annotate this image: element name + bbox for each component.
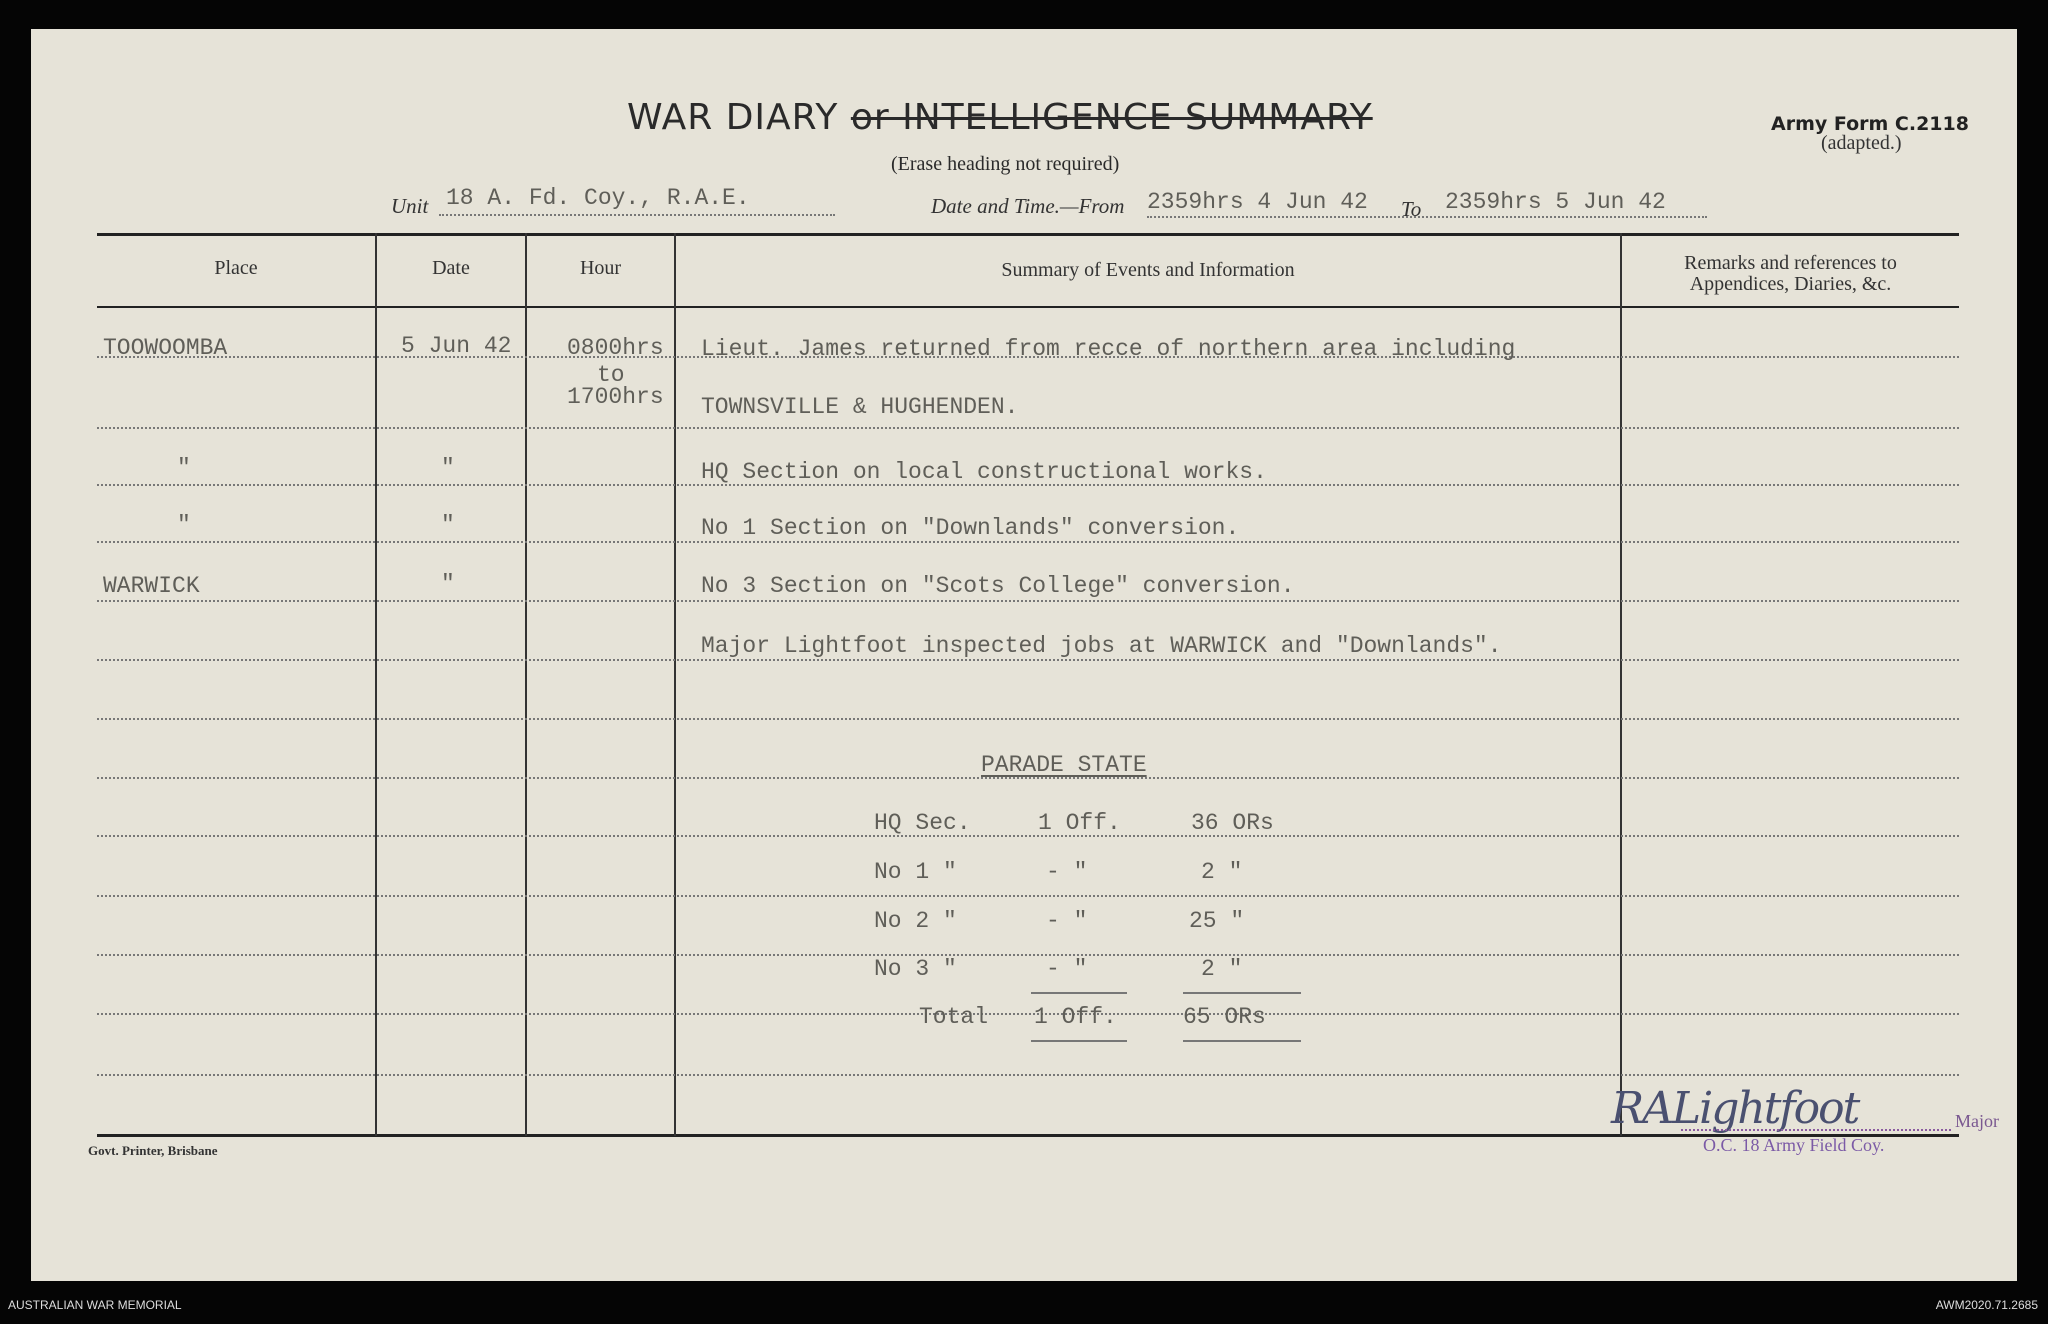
unit-value: 18 A. Fd. Coy., R.A.E.	[446, 185, 750, 211]
entry-date: "	[441, 571, 455, 597]
parade-ors: 2 "	[1201, 956, 1243, 982]
date-to: 2359hrs 5 Jun 42	[1445, 189, 1666, 215]
parade-section: No 2 "	[874, 908, 957, 934]
date-from: 2359hrs 4 Jun 42	[1147, 189, 1368, 215]
parade-off: 1 Off.	[1038, 810, 1121, 836]
parade-ors: 25 "	[1189, 908, 1245, 934]
date-label: Date and Time.—From	[931, 194, 1125, 218]
entry-date: "	[441, 455, 455, 481]
parade-total-label: Total	[919, 1004, 989, 1030]
title-struck: or INTELLIGENCE SUMMARY	[850, 97, 1373, 138]
parade-off: - "	[1046, 859, 1088, 885]
parade-section: HQ Sec.	[874, 810, 971, 836]
form-subtitle: (Erase heading not required)	[891, 153, 1120, 175]
parade-total-rule-ors	[1183, 992, 1301, 994]
entry-place: "	[177, 512, 191, 538]
signature: RALightfoot	[1611, 1083, 1859, 1134]
parade-section: No 1 "	[874, 859, 957, 885]
col-header-remarks-1: Remarks and references to	[1684, 252, 1897, 274]
row-rule	[97, 718, 1959, 720]
parade-off: - "	[1046, 908, 1088, 934]
parade-total-underline-off	[1031, 1040, 1127, 1042]
entry-hour-to-word: to	[597, 362, 625, 388]
to-label: To	[1401, 197, 1422, 221]
signature-rank: Major	[1955, 1111, 1999, 1131]
parade-total-underline-ors	[1183, 1040, 1301, 1042]
row-rule	[97, 1074, 1959, 1076]
entry-place: WARWICK	[103, 573, 200, 599]
col-header-date: Date	[432, 257, 470, 279]
signature-rule	[1681, 1129, 1951, 1131]
parade-total-ors: 65 ORs	[1183, 1004, 1266, 1030]
col-header-summary: Summary of Events and Information	[1001, 259, 1295, 281]
row-rule	[97, 895, 1959, 897]
col-divider-3	[674, 233, 676, 1136]
oc-stamp: O.C. 18 Army Field Coy.	[1703, 1135, 1885, 1155]
entry-summary: HQ Section on local constructional works.	[701, 459, 1267, 485]
title-main: WAR DIARY	[627, 97, 839, 138]
row-rule	[97, 954, 1959, 956]
parade-state-title: PARADE STATE	[981, 752, 1147, 778]
row-rule	[97, 600, 1959, 602]
entry-summary: No 3 Section on "Scots College" conversion.	[701, 573, 1295, 599]
row-rule	[97, 541, 1959, 543]
entry-place: TOOWOOMBA	[103, 335, 228, 361]
printer-credit: Govt. Printer, Brisbane	[88, 1143, 218, 1158]
entry-hour-from: 0800hrs	[567, 335, 664, 361]
parade-ors: 36 ORs	[1191, 810, 1274, 836]
parade-total-rule-off	[1031, 992, 1127, 994]
col-header-place: Place	[214, 257, 258, 279]
parade-off: - "	[1046, 956, 1088, 982]
row-rule	[97, 1013, 1959, 1015]
entry-summary: Major Lightfoot inspected jobs at WARWICK and "Downlands".	[701, 633, 1502, 659]
entry-hour-to: 1700hrs	[567, 384, 664, 410]
col-divider-4	[1620, 233, 1622, 1136]
parade-section: No 3 "	[874, 956, 957, 982]
entry-date: 5 Jun 42	[401, 333, 512, 359]
entry-summary: TOWNSVILLE & HUGHENDEN.	[701, 394, 1019, 420]
col-divider-1	[375, 233, 377, 1136]
entry-summary: Lieut. James returned from recce of northern area including	[701, 336, 1516, 362]
form-note: (adapted.)	[1821, 132, 1902, 154]
unit-label: Unit	[391, 194, 429, 218]
row-rule	[97, 427, 1959, 429]
archive-credit: AUSTRALIAN WAR MEMORIAL	[8, 1298, 182, 1312]
row-rule	[97, 659, 1959, 661]
form-number: Army Form C.2118	[1771, 113, 1969, 135]
parade-total-off: 1 Off.	[1034, 1004, 1117, 1030]
date-rule	[1147, 216, 1707, 218]
diary-sheet	[31, 29, 2017, 1281]
col-header-hour: Hour	[579, 257, 622, 279]
entry-place: "	[177, 455, 191, 481]
entry-summary: No 1 Section on "Downlands" conversion.	[701, 515, 1240, 541]
form-title	[627, 97, 1373, 138]
entry-date: "	[441, 512, 455, 538]
row-rule	[97, 835, 1959, 837]
parade-ors: 2 "	[1201, 859, 1243, 885]
col-divider-2	[525, 233, 527, 1136]
col-header-remarks-2: Appendices, Diaries, &c.	[1689, 273, 1892, 295]
archive-id: AWM2020.71.2685	[1935, 1298, 2038, 1312]
unit-rule	[439, 214, 835, 216]
